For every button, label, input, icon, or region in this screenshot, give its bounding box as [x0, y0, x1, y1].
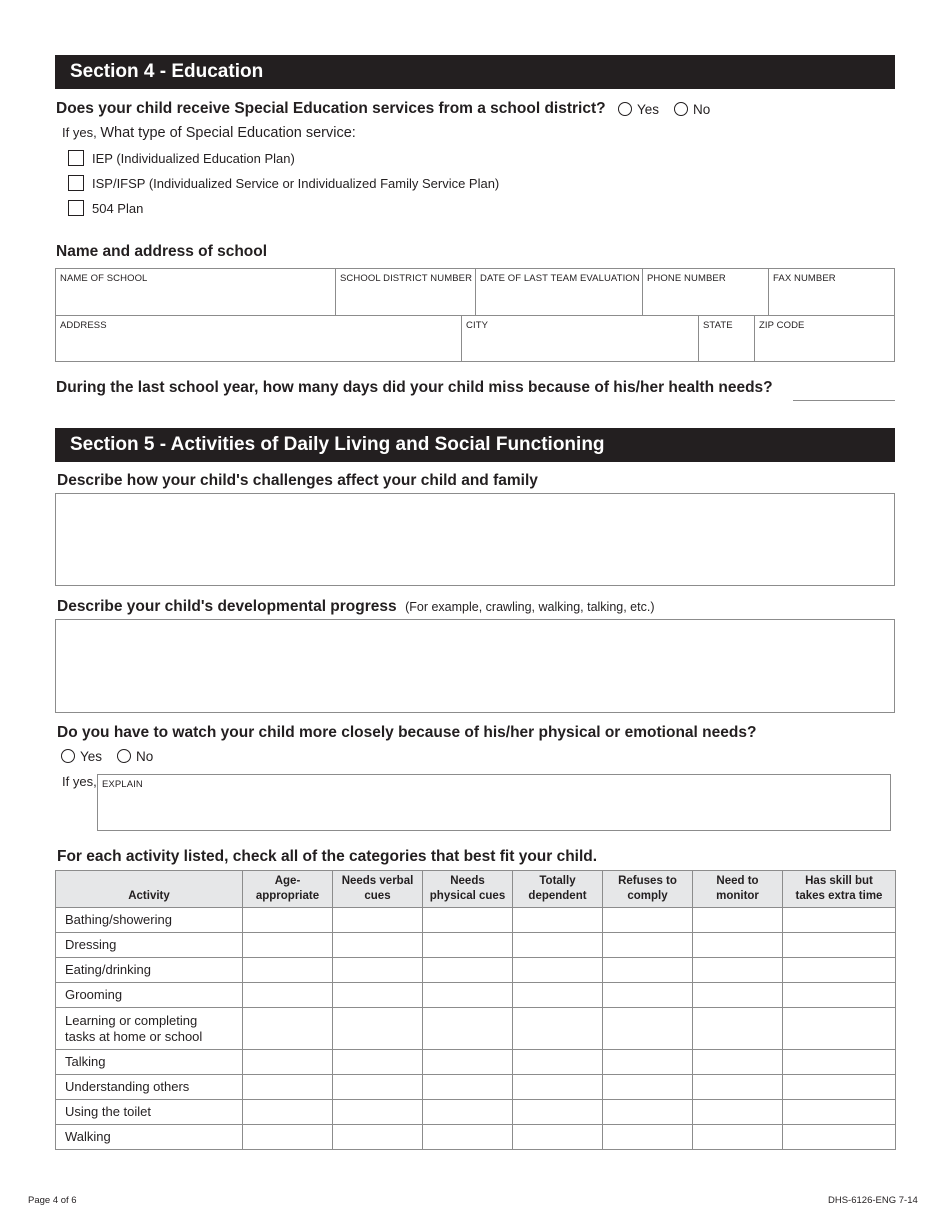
activity-check-cell[interactable] — [333, 1075, 423, 1100]
activity-check-cell[interactable] — [423, 1075, 513, 1100]
no-label: No — [693, 102, 711, 117]
activity-check-cell[interactable] — [603, 1008, 693, 1050]
radio-circle-icon — [117, 749, 131, 763]
activity-check-cell[interactable] — [783, 1008, 896, 1050]
activity-check-cell[interactable] — [423, 983, 513, 1008]
development-hint: (For example, crawling, walking, talking, etc.) — [405, 600, 655, 614]
activity-check-cell[interactable] — [243, 1125, 333, 1150]
fax-number-field[interactable] — [768, 268, 895, 316]
header-needs-physical-cues: Needs physical cues — [423, 871, 513, 908]
table-header-row — [56, 871, 896, 908]
activity-name: Grooming — [56, 983, 243, 1008]
name-of-school-label: NAME OF SCHOOL — [60, 273, 148, 284]
activity-check-cell[interactable] — [693, 933, 783, 958]
activity-check-cell[interactable] — [693, 1125, 783, 1150]
special-ed-yes-radio[interactable] — [618, 102, 659, 117]
activity-name: Walking — [56, 1125, 243, 1150]
activity-name: Understanding others — [56, 1075, 243, 1100]
activity-check-cell[interactable] — [603, 1075, 693, 1100]
isp-ifsp-label: ISP/IFSP (Individualized Service or Individualized Family Service Plan) — [92, 176, 500, 191]
radio-circle-icon — [674, 102, 688, 116]
table-row — [56, 1075, 896, 1100]
development-heading — [57, 598, 655, 616]
activity-name: Using the toilet — [56, 1100, 243, 1125]
activity-check-cell[interactable] — [423, 933, 513, 958]
activity-check-cell[interactable] — [333, 1050, 423, 1075]
watch-yes-radio[interactable] — [61, 749, 102, 764]
page-number: Page 4 of 6 — [28, 1195, 77, 1206]
zip-code-field[interactable] — [754, 315, 895, 362]
activity-check-cell[interactable] — [333, 1125, 423, 1150]
activity-check-cell[interactable] — [243, 1075, 333, 1100]
activity-check-cell[interactable] — [423, 1100, 513, 1125]
header-need-to-monitor: Need to monitor — [693, 871, 783, 908]
yes-label: Yes — [637, 102, 660, 117]
date-last-team-eval-field[interactable] — [475, 268, 643, 316]
radio-circle-icon — [618, 102, 632, 116]
504-plan-checkbox[interactable] — [68, 200, 143, 216]
challenges-label: Describe how your child's challenges affect your child and family — [57, 472, 538, 489]
if-yes-prefix: If yes, — [62, 125, 97, 140]
activity-check-cell[interactable] — [243, 1008, 333, 1050]
activity-check-cell[interactable] — [333, 1008, 423, 1050]
activity-check-cell[interactable] — [243, 933, 333, 958]
activity-check-cell[interactable] — [423, 1008, 513, 1050]
table-instruction: For each activity listed, check all of the categories that best fit your child. — [57, 848, 598, 865]
activity-check-cell[interactable] — [423, 1050, 513, 1075]
watch-closely-question: Do you have to watch your child more closely because of his/her physical or emotional needs? — [57, 724, 757, 741]
activity-check-cell[interactable] — [243, 1050, 333, 1075]
activity-check-cell[interactable] — [783, 1125, 896, 1150]
section-4-header: Section 4 - Education — [55, 55, 895, 89]
activity-check-cell[interactable] — [603, 1100, 693, 1125]
school-heading: Name and address of school — [56, 243, 268, 260]
explain-label: EXPLAIN — [102, 779, 143, 790]
zip-code-label: ZIP CODE — [759, 320, 805, 331]
activity-check-cell[interactable] — [693, 1100, 783, 1125]
table-row — [56, 983, 896, 1008]
activity-name: Learning or completing tasks at home or school — [56, 1008, 243, 1050]
activities-table — [55, 870, 896, 1150]
activity-check-cell[interactable] — [513, 1100, 603, 1125]
section-5-header: Section 5 - Activities of Daily Living and Social Functioning — [55, 428, 895, 462]
table-row — [56, 1050, 896, 1075]
activity-name: Bathing/showering — [56, 908, 243, 933]
header-age-appropriate: Age- appropriate — [243, 871, 333, 908]
special-ed-no-radio[interactable] — [674, 102, 710, 117]
special-ed-question: Does your child receive Special Education services from a school district? — [56, 100, 606, 117]
watch-no-radio[interactable] — [117, 749, 153, 764]
activity-check-cell[interactable] — [333, 983, 423, 1008]
activity-check-cell[interactable] — [243, 908, 333, 933]
activity-check-cell[interactable] — [693, 908, 783, 933]
service-type-text: What type of Special Education service: — [100, 125, 356, 141]
activity-check-cell[interactable] — [783, 958, 896, 983]
header-has-skill-extra-time: Has skill but takes extra time — [783, 871, 896, 908]
activity-check-cell[interactable] — [603, 1125, 693, 1150]
form-id: DHS-6126-ENG 7-14 — [828, 1195, 918, 1206]
school-district-number-label: SCHOOL DISTRICT NUMBER — [340, 273, 473, 284]
development-textarea[interactable] — [55, 619, 895, 713]
activity-check-cell[interactable] — [693, 983, 783, 1008]
activity-check-cell[interactable] — [513, 983, 603, 1008]
activity-name: Dressing — [56, 933, 243, 958]
development-label: Describe your child's developmental progress — [57, 598, 397, 615]
header-totally-dependent: Totally dependent — [513, 871, 603, 908]
activity-check-cell[interactable] — [423, 958, 513, 983]
activity-check-cell[interactable] — [513, 958, 603, 983]
header-activity: Activity — [56, 871, 243, 908]
table-row — [56, 908, 896, 933]
date-last-team-eval-label: DATE OF LAST TEAM EVALUATION — [480, 273, 640, 284]
city-label: CITY — [466, 320, 489, 331]
activity-check-cell[interactable] — [423, 1125, 513, 1150]
table-row — [56, 958, 896, 983]
table-row — [56, 1100, 896, 1125]
activity-check-cell[interactable] — [693, 1075, 783, 1100]
state-label: STATE — [703, 320, 733, 331]
activity-check-cell[interactable] — [243, 1100, 333, 1125]
activity-check-cell[interactable] — [243, 958, 333, 983]
address-label: ADDRESS — [60, 320, 107, 331]
activity-check-cell[interactable] — [693, 1050, 783, 1075]
activity-check-cell[interactable] — [603, 908, 693, 933]
activity-check-cell[interactable] — [513, 1008, 603, 1050]
activity-check-cell[interactable] — [603, 933, 693, 958]
activity-check-cell[interactable] — [513, 1075, 603, 1100]
activity-check-cell[interactable] — [243, 983, 333, 1008]
challenges-textarea[interactable] — [55, 493, 895, 586]
activity-check-cell[interactable] — [693, 1008, 783, 1050]
activity-check-cell[interactable] — [513, 1125, 603, 1150]
activity-check-cell[interactable] — [333, 933, 423, 958]
activity-check-cell[interactable] — [603, 1050, 693, 1075]
activity-check-cell[interactable] — [783, 1050, 896, 1075]
activity-check-cell[interactable] — [513, 1050, 603, 1075]
days-missed-input[interactable] — [793, 382, 895, 401]
days-missed-question: During the last school year, how many days did your child miss because of his/her health needs? — [56, 379, 773, 396]
table-row — [56, 933, 896, 958]
activity-check-cell[interactable] — [783, 983, 896, 1008]
radio-circle-icon — [61, 749, 75, 763]
activity-check-cell[interactable] — [423, 908, 513, 933]
activity-check-cell[interactable] — [333, 908, 423, 933]
checkbox-icon — [68, 200, 84, 216]
school-district-number-field[interactable] — [335, 268, 476, 316]
activity-check-cell[interactable] — [513, 933, 603, 958]
activity-check-cell[interactable] — [603, 958, 693, 983]
activity-check-cell[interactable] — [603, 983, 693, 1008]
activity-check-cell[interactable] — [783, 933, 896, 958]
activity-check-cell[interactable] — [333, 1100, 423, 1125]
isp-ifsp-checkbox[interactable] — [68, 175, 499, 191]
activity-check-cell[interactable] — [693, 958, 783, 983]
table-row — [56, 1125, 896, 1150]
activity-check-cell[interactable] — [783, 1075, 896, 1100]
iep-checkbox[interactable] — [68, 150, 295, 166]
checkbox-icon — [68, 150, 84, 166]
activity-check-cell[interactable] — [783, 1100, 896, 1125]
504-plan-label: 504 Plan — [92, 201, 144, 216]
no-label: No — [136, 749, 154, 764]
activity-check-cell[interactable] — [783, 908, 896, 933]
iep-label: IEP (Individualized Education Plan) — [92, 151, 295, 166]
activity-name: Eating/drinking — [56, 958, 243, 983]
phone-number-label: PHONE NUMBER — [647, 273, 726, 284]
activity-check-cell[interactable] — [333, 958, 423, 983]
header-refuses-to-comply: Refuses to comply — [603, 871, 693, 908]
header-needs-verbal-cues: Needs verbal cues — [333, 871, 423, 908]
address-field[interactable] — [55, 315, 462, 362]
phone-number-field[interactable] — [642, 268, 769, 316]
if-yes-label: If yes, — [62, 774, 97, 789]
table-row — [56, 1008, 896, 1050]
state-field[interactable] — [698, 315, 755, 362]
name-of-school-field[interactable] — [55, 268, 336, 316]
city-field[interactable] — [461, 315, 699, 362]
fax-number-label: FAX NUMBER — [773, 273, 836, 284]
if-yes-service-prompt — [62, 125, 356, 141]
yes-label: Yes — [80, 749, 103, 764]
activity-check-cell[interactable] — [513, 908, 603, 933]
activity-name: Talking — [56, 1050, 243, 1075]
checkbox-icon — [68, 175, 84, 191]
explain-field[interactable] — [97, 774, 891, 831]
